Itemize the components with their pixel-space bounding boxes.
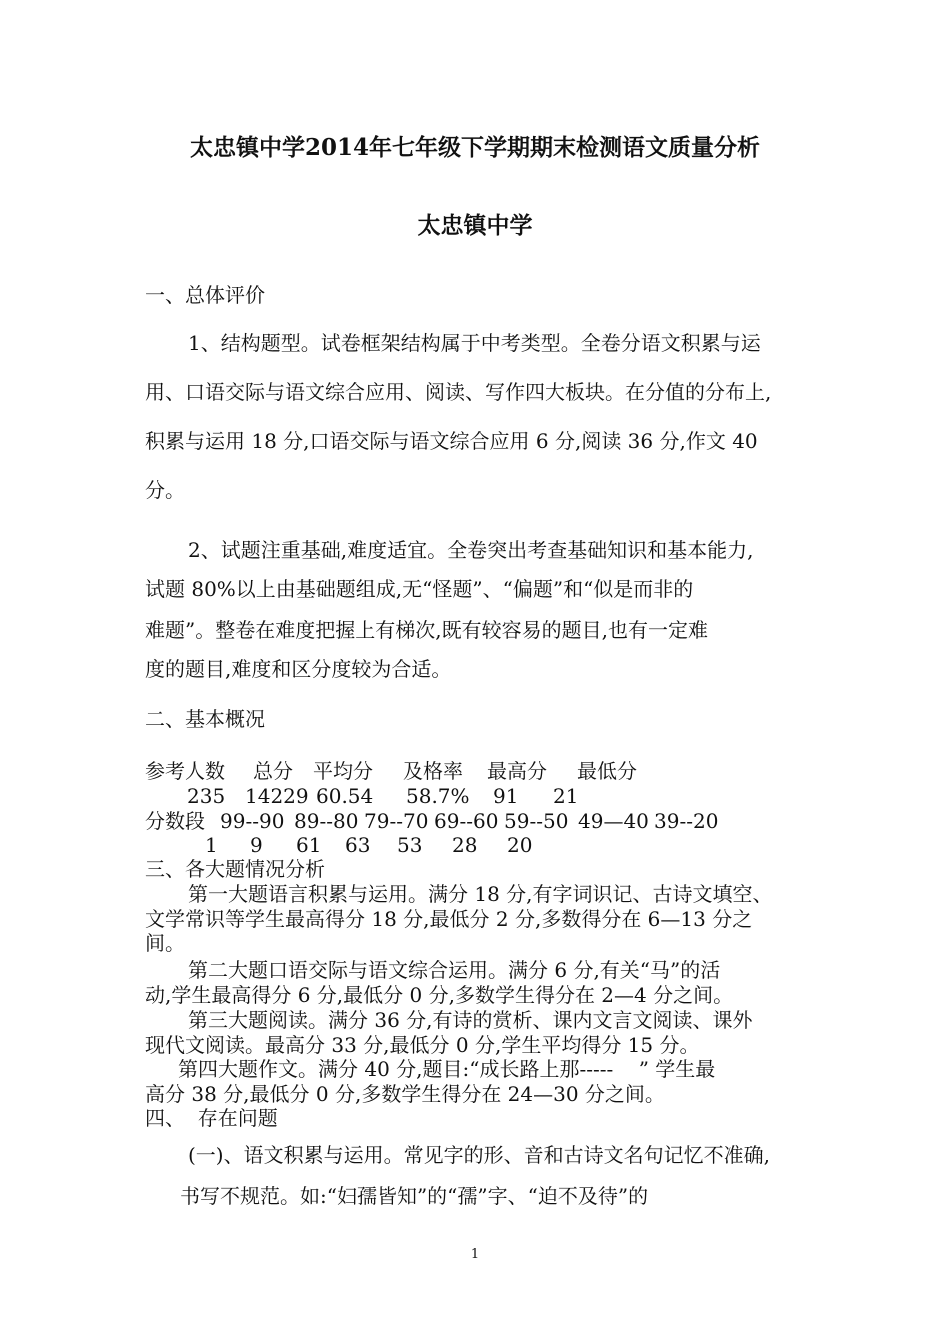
stats-header-min: 最低分 <box>577 759 637 783</box>
stats-value-min: 21 <box>553 784 579 808</box>
section3-p2-line1: 第二大题口语交际与语文综合运用。满分 6 分,有关“马”的活 <box>188 958 721 982</box>
score-band-39-20: 39--20 <box>654 809 719 833</box>
stats-header-max: 最高分 <box>487 759 547 783</box>
section1-heading: 一、总体评价 <box>145 283 265 307</box>
score-band-59-50: 59--50 <box>504 809 569 833</box>
score-band-89-80: 89--80 <box>294 809 359 833</box>
stats-header-average: 平均分 <box>313 759 373 783</box>
section1-p1-line4: 分。 <box>145 478 185 502</box>
section3-p1-line1: 第一大题语言积累与运用。满分 18 分,有字词识记、古诗文填空、 <box>188 882 773 906</box>
score-count-99-90: 1 <box>205 833 218 857</box>
score-band-79-70: 79--70 <box>364 809 429 833</box>
section1-p1-line1: 1、结构题型。试卷框架结构属于中考类型。全卷分语文积累与运 <box>188 331 761 355</box>
stats-header-total: 总分 <box>253 759 293 783</box>
section2-heading: 二、基本概况 <box>145 707 265 731</box>
score-band-label: 分数段 <box>145 809 205 833</box>
stats-value-total: 14229 <box>245 784 309 808</box>
section1-p2-line2: 试题 80%以上由基础题组成,无“怪题”、“偏题”和“似是而非的 <box>145 577 694 601</box>
section3-p1-line3: 间。 <box>145 931 185 955</box>
section3-p4-line2: 高分 38 分,最低分 0 分,多数学生得分在 24—30 分之间。 <box>145 1082 665 1106</box>
section1-p2-line4: 度的题目,难度和区分度较为合适。 <box>145 657 452 681</box>
stats-value-participants: 235 <box>187 784 226 808</box>
score-band-49-40: 49—40 <box>578 809 649 833</box>
section3-p3-line1: 第三大题阅读。满分 36 分,有诗的赏析、课内文言文阅读、课外 <box>188 1008 753 1032</box>
score-band-99-90: 99--90 <box>220 809 285 833</box>
score-band-69-60: 69--60 <box>434 809 499 833</box>
score-count-59-50: 53 <box>397 833 423 857</box>
section4-heading: 四、 存在问题 <box>145 1106 278 1130</box>
section1-p2-line1: 2、试题注重基础,难度适宜。全卷突出考查基础知识和基本能力, <box>188 538 754 562</box>
score-count-69-60: 63 <box>345 833 371 857</box>
section3-p2-line2: 动,学生最高得分 6 分,最低分 0 分,多数学生得分在 2—4 分之间。 <box>145 983 734 1007</box>
document-title: 太忠镇中学2014年七年级下学期期末检测语文质量分析 <box>189 134 760 161</box>
document-subtitle: 太忠镇中学 <box>417 212 533 239</box>
stats-value-pass-rate: 58.7% <box>406 784 470 808</box>
score-count-49-40: 28 <box>452 833 478 857</box>
section1-p1-line2: 用、口语交际与语文综合应用、阅读、写作四大板块。在分值的分布上, <box>145 380 772 404</box>
score-count-39-20: 20 <box>507 833 533 857</box>
score-count-89-80: 9 <box>250 833 263 857</box>
section3-p4-line1: 第四大题作文。满分 40 分,题目:“成长路上那----- ” 学生最 <box>178 1057 716 1081</box>
section3-p3-line2: 现代文阅读。最高分 33 分,最低分 0 分,学生平均得分 15 分。 <box>145 1033 700 1057</box>
page-number: 1 <box>470 1247 480 1262</box>
score-count-79-70: 61 <box>296 833 322 857</box>
section1-p1-line3: 积累与运用 18 分,口语交际与语文综合应用 6 分,阅读 36 分,作文 40 <box>145 429 758 453</box>
section4-p1-line1: (一)、语文积累与运用。常见字的形、音和古诗文名句记忆不准确, <box>188 1143 770 1167</box>
stats-value-average: 60.54 <box>316 784 374 808</box>
stats-header-pass-rate: 及格率 <box>403 759 463 783</box>
section3-p1-line2: 文学常识等学生最高得分 18 分,最低分 2 分,多数得分在 6—13 分之 <box>145 907 753 931</box>
section1-p2-line3: 难题”。整卷在难度把握上有梯次,既有较容易的题目,也有一定难 <box>145 618 708 642</box>
section4-p1-line2: 书写不规范。如:“妇孺皆知”的“孺”字、“迫不及待”的 <box>180 1184 649 1208</box>
stats-header-participants: 参考人数 <box>145 759 225 783</box>
stats-value-max: 91 <box>493 784 519 808</box>
section3-heading: 三、各大题情况分析 <box>145 857 325 881</box>
